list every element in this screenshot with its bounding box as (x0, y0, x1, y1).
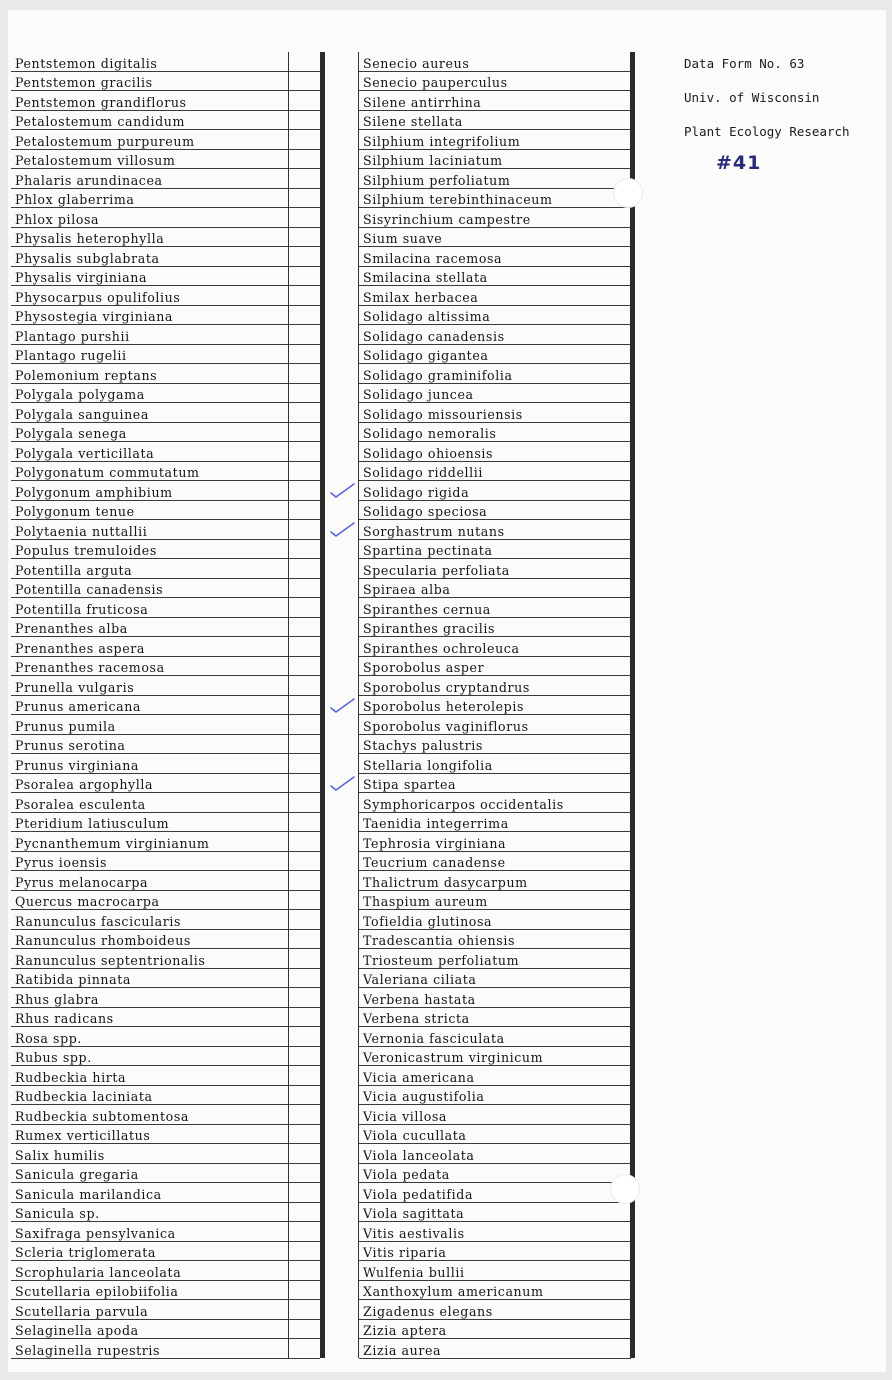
species-name: Prenanthes aspera (15, 640, 145, 656)
species-name: Prunus serotina (15, 738, 126, 753)
species-row (11, 676, 320, 696)
species-name: Sanicula sp. (15, 1206, 100, 1221)
species-row (359, 169, 631, 189)
species-row (11, 1086, 320, 1106)
species-row (359, 1027, 631, 1047)
species-row (11, 754, 320, 774)
species-row (359, 1183, 631, 1203)
species-row (359, 52, 631, 72)
department: Plant Ecology Research (684, 124, 850, 139)
species-name: Thalictrum dasycarpum (363, 874, 528, 890)
species-name: Viola pedata (363, 1167, 450, 1182)
species-name: Solidago graminifolia (363, 367, 513, 383)
species-row (359, 579, 631, 599)
species-name: Polemonium reptans (15, 367, 158, 383)
species-name: Silphium terebinthinaceum (363, 192, 553, 207)
species-name: Solidago nemoralis (363, 426, 497, 441)
species-name: Pteridium latiusculum (15, 816, 170, 831)
species-row (359, 306, 631, 326)
species-name: Smilacina stellata (363, 270, 488, 285)
species-row (11, 910, 320, 930)
species-row (359, 1105, 631, 1125)
species-row (359, 72, 631, 92)
species-row (359, 325, 631, 345)
species-row (11, 306, 320, 326)
species-row (11, 1281, 320, 1301)
species-row (11, 91, 320, 111)
species-name: Zizia aurea (363, 1342, 442, 1358)
species-row (359, 618, 631, 638)
species-row (359, 1281, 631, 1301)
species-row (11, 520, 320, 540)
species-row (11, 286, 320, 306)
species-name: Physalis heterophylla (15, 231, 165, 246)
species-name: Spiranthes gracilis (363, 621, 496, 636)
punch-hole-bottom (610, 1174, 640, 1204)
species-name: Silene stellata (363, 114, 463, 129)
species-name: Tradescantia ohiensis (363, 933, 516, 948)
species-name: Tofieldia glutinosa (363, 913, 493, 929)
species-row (11, 501, 320, 521)
species-row (11, 111, 320, 131)
species-row (359, 91, 631, 111)
check-mark-icon (327, 694, 357, 714)
species-row (11, 813, 320, 833)
species-name: Ratibida pinnata (15, 972, 132, 987)
species-row (11, 462, 320, 482)
species-name: Polygonatum commutatum (15, 465, 200, 480)
species-name: Rumex verticillatus (15, 1128, 151, 1143)
species-row (11, 267, 320, 287)
species-name: Salix humilis (15, 1147, 105, 1163)
species-name: Pyrus melanocarpa (15, 874, 149, 890)
species-name: Phlox pilosa (15, 211, 100, 227)
species-name: Quercus macrocarpa (15, 894, 160, 909)
species-name: Vicia villosa (363, 1108, 448, 1124)
species-row (11, 52, 320, 72)
species-name: Symphoricarpos occidentalis (363, 796, 564, 812)
species-row (11, 150, 320, 170)
species-row (11, 1164, 320, 1184)
species-row (11, 1144, 320, 1164)
species-name: Scutellaria epilobiifolia (15, 1284, 179, 1299)
species-row (359, 988, 631, 1008)
species-name: Polygala verticillata (15, 445, 155, 461)
species-name: Viola sagittata (363, 1206, 465, 1221)
species-row (11, 1203, 320, 1223)
species-row (359, 657, 631, 677)
species-name: Petalostemum purpureum (15, 133, 195, 149)
species-name: Xanthoxylum americanum (363, 1284, 544, 1299)
species-row (359, 852, 631, 872)
species-row (11, 130, 320, 150)
species-row (359, 228, 631, 248)
species-row (11, 871, 320, 891)
species-name: Prenanthes racemosa (15, 660, 165, 675)
species-row (359, 540, 631, 560)
species-row (359, 1261, 631, 1281)
species-row (359, 403, 631, 423)
species-row (359, 345, 631, 365)
species-row (11, 481, 320, 501)
species-row (359, 1144, 631, 1164)
species-name: Ranunculus rhomboideus (15, 933, 191, 948)
species-name: Rubus spp. (15, 1050, 92, 1065)
species-name: Sporobolus heterolepis (363, 699, 525, 714)
species-name: Pentstemon digitalis (15, 55, 158, 71)
species-name: Vicia americana (363, 1069, 475, 1085)
species-name: Physalis virginiana (15, 270, 148, 285)
species-name: Triosteum perfoliatum (363, 952, 520, 968)
species-row (359, 189, 631, 209)
species-name: Zizia aptera (363, 1323, 447, 1338)
species-name: Solidago altissima (363, 309, 491, 324)
species-row (359, 384, 631, 404)
species-name: Pycnanthemum virginianum (15, 835, 210, 851)
species-name: Valeriana ciliata (363, 972, 477, 987)
species-name: Rudbeckia subtomentosa (15, 1108, 189, 1124)
species-name: Selaginella rupestris (15, 1342, 161, 1358)
punch-hole-top (613, 178, 643, 208)
right-species-list (359, 52, 631, 1359)
species-row (359, 1222, 631, 1242)
species-row (359, 111, 631, 131)
species-row (359, 1164, 631, 1184)
species-name: Solidago rigida (363, 484, 470, 500)
left-column-divider (288, 52, 289, 1358)
species-name: Silphium integrifolium (363, 133, 521, 149)
species-row (11, 715, 320, 735)
species-name: Ranunculus septentrionalis (15, 952, 206, 968)
species-name: Viola cucullata (363, 1128, 467, 1143)
species-row (359, 910, 631, 930)
species-row (11, 228, 320, 248)
species-row (359, 676, 631, 696)
species-row (359, 481, 631, 501)
species-name: Sanicula marilandica (15, 1186, 162, 1202)
species-row (11, 559, 320, 579)
species-name: Viola pedatifida (363, 1186, 474, 1202)
species-row (11, 1261, 320, 1281)
species-name: Physocarpus opulifolius (15, 289, 181, 305)
species-name: Potentilla fruticosa (15, 601, 149, 617)
species-name: Populus tremuloides (15, 543, 157, 558)
species-row (359, 462, 631, 482)
species-name: Smilax herbacea (363, 289, 479, 305)
species-row (11, 1066, 320, 1086)
species-row (11, 891, 320, 911)
species-row (359, 871, 631, 891)
species-name: Prenanthes alba (15, 621, 128, 636)
species-name: Silene antirrhina (363, 94, 482, 110)
species-row (11, 618, 320, 638)
species-name: Smilacina racemosa (363, 250, 503, 266)
species-name: Scutellaria parvula (15, 1303, 149, 1319)
species-row (11, 1125, 320, 1145)
species-name: Petalostemum villosum (15, 153, 176, 168)
species-name: Zigadenus elegans (363, 1303, 493, 1319)
species-name: Potentilla canadensis (15, 582, 164, 597)
species-name: Senecio pauperculus (363, 75, 508, 90)
species-row (11, 247, 320, 267)
species-name: Plantago purshii (15, 328, 130, 344)
species-row (359, 891, 631, 911)
species-row (11, 1320, 320, 1340)
species-name: Tephrosia virginiana (363, 835, 507, 851)
species-name: Spiraea alba (363, 582, 451, 597)
species-name: Psoralea esculenta (15, 796, 146, 812)
species-row (11, 1183, 320, 1203)
handwritten-form-number: #41 (716, 152, 762, 174)
species-row (359, 696, 631, 716)
species-row (359, 501, 631, 521)
species-row (11, 169, 320, 189)
species-row (11, 969, 320, 989)
species-name: Rosa spp. (15, 1030, 83, 1046)
species-name: Solidago speciosa (363, 504, 488, 519)
species-name: Spiranthes cernua (363, 601, 491, 617)
species-name: Polygonum amphibium (15, 484, 173, 500)
species-name: Taenidia integerrima (363, 816, 509, 831)
species-name: Physostegia virginiana (15, 309, 174, 324)
species-row (359, 832, 631, 852)
species-row (11, 774, 320, 794)
species-name: Saxifraga pensylvanica (15, 1225, 176, 1241)
species-row (359, 598, 631, 618)
species-row (11, 1300, 320, 1320)
species-row (359, 423, 631, 443)
species-row (11, 1222, 320, 1242)
species-name: Phlox glaberrima (15, 192, 135, 207)
species-name: Rudbeckia hirta (15, 1069, 127, 1085)
center-thick-rule (320, 52, 325, 1358)
institution: Univ. of Wisconsin (684, 90, 820, 105)
species-row (359, 1008, 631, 1028)
species-row (359, 1203, 631, 1223)
species-row (11, 1027, 320, 1047)
species-name: Ranunculus fascicularis (15, 913, 182, 929)
species-name: Pentstemon grandiflorus (15, 94, 187, 110)
species-row (359, 754, 631, 774)
species-row (11, 423, 320, 443)
species-name: Scrophularia lanceolata (15, 1264, 182, 1280)
species-row (359, 267, 631, 287)
species-name: Solidago gigantea (363, 348, 489, 363)
species-row (11, 540, 320, 560)
species-row (359, 949, 631, 969)
species-row (11, 579, 320, 599)
species-row (359, 1339, 631, 1359)
species-name: Spartina pectinata (363, 543, 493, 558)
species-row (359, 150, 631, 170)
species-name: Solidago ohioensis (363, 445, 494, 461)
species-row (359, 774, 631, 794)
species-row (359, 247, 631, 267)
species-row (359, 364, 631, 384)
species-name: Sporobolus cryptandrus (363, 679, 530, 695)
species-name: Stachys palustris (363, 738, 483, 753)
species-name: Petalostemum candidum (15, 114, 185, 129)
form-number: Data Form No. 63 (684, 56, 805, 71)
species-row (359, 735, 631, 755)
species-row (359, 1066, 631, 1086)
species-name: Prunus americana (15, 699, 142, 714)
species-row (11, 930, 320, 950)
check-mark-icon (327, 479, 357, 499)
species-row (359, 286, 631, 306)
species-name: Vitis aestivalis (363, 1225, 465, 1241)
species-name: Veronicastrum virginicum (363, 1050, 544, 1065)
species-row (359, 130, 631, 150)
species-row (11, 345, 320, 365)
species-name: Sporobolus vaginiflorus (363, 718, 529, 734)
species-name: Thaspium aureum (363, 894, 488, 909)
species-row (359, 1242, 631, 1262)
species-row (11, 735, 320, 755)
species-row (11, 189, 320, 209)
species-name: Rhus glabra (15, 991, 99, 1007)
species-row (359, 1086, 631, 1106)
species-row (11, 325, 320, 345)
species-row (359, 1047, 631, 1067)
species-name: Verbena hastata (363, 991, 476, 1007)
species-row (359, 930, 631, 950)
species-row (11, 1105, 320, 1125)
species-row (11, 696, 320, 716)
species-name: Sisyrinchium campestre (363, 211, 531, 227)
species-name: Sorghastrum nutans (363, 523, 505, 539)
species-name: Vernonia fasciculata (363, 1030, 505, 1046)
species-name: Specularia perfoliata (363, 562, 510, 578)
species-name: Prunella vulgaris (15, 679, 135, 695)
species-name: Stipa spartea (363, 777, 457, 792)
species-name: Pyrus ioensis (15, 855, 108, 870)
species-name: Rudbeckia laciniata (15, 1089, 153, 1104)
species-row (359, 1320, 631, 1340)
species-name: Silphium perfoliatum (363, 172, 511, 188)
species-row (359, 1125, 631, 1145)
species-name: Spiranthes ochroleuca (363, 640, 520, 656)
species-name: Teucrium canadense (363, 855, 506, 870)
right-thick-rule (630, 52, 635, 1358)
species-name: Pentstemon gracilis (15, 75, 153, 90)
species-name: Polygala polygama (15, 387, 145, 402)
species-row (11, 832, 320, 852)
species-name: Stellaria longifolia (363, 757, 493, 773)
species-row (11, 1047, 320, 1067)
species-row (11, 1242, 320, 1262)
species-row (359, 559, 631, 579)
species-row (11, 637, 320, 657)
check-mark-icon (327, 772, 357, 792)
species-row (359, 1300, 631, 1320)
species-row (11, 403, 320, 423)
species-row (359, 520, 631, 540)
species-name: Scleria triglomerata (15, 1245, 156, 1260)
species-row (11, 1008, 320, 1028)
species-name: Rhus radicans (15, 1011, 114, 1026)
species-name: Phalaris arundinacea (15, 172, 163, 188)
species-name: Polygala sanguinea (15, 406, 149, 422)
species-row (359, 793, 631, 813)
check-mark-icon (327, 518, 357, 538)
species-name: Solidago juncea (363, 387, 474, 402)
species-row (359, 442, 631, 462)
species-name: Psoralea argophylla (15, 777, 154, 792)
species-name: Solidago riddellii (363, 465, 484, 480)
species-name: Wulfenia bullii (363, 1264, 465, 1280)
species-name: Solidago missouriensis (363, 406, 523, 422)
species-row (11, 208, 320, 228)
species-row (11, 1339, 320, 1359)
species-row (11, 988, 320, 1008)
species-name: Physalis subglabrata (15, 250, 160, 266)
right-column-divider (358, 52, 359, 1358)
species-name: Prunus virginiana (15, 757, 140, 773)
species-name: Polytaenia nuttallii (15, 523, 148, 539)
species-name: Senecio aureus (363, 55, 470, 71)
species-name: Sporobolus asper (363, 660, 485, 675)
species-name: Silphium laciniatum (363, 153, 503, 168)
species-name: Selaginella apoda (15, 1323, 139, 1338)
species-row (359, 715, 631, 735)
species-row (11, 793, 320, 813)
species-name: Vitis riparia (363, 1245, 447, 1260)
species-row (359, 813, 631, 833)
species-row (11, 657, 320, 677)
species-row (359, 208, 631, 228)
species-name: Potentilla arguta (15, 562, 133, 578)
species-name: Polygala senega (15, 426, 127, 441)
species-row (11, 598, 320, 618)
species-name: Viola lanceolata (363, 1147, 475, 1163)
species-name: Plantago rugelii (15, 348, 127, 363)
species-name: Sium suave (363, 231, 443, 246)
species-name: Solidago canadensis (363, 328, 505, 344)
left-species-list (11, 52, 320, 1359)
species-name: Verbena stricta (363, 1011, 470, 1026)
species-name: Prunus pumila (15, 718, 116, 734)
species-row (11, 384, 320, 404)
species-row (11, 852, 320, 872)
species-row (11, 364, 320, 384)
species-name: Polygonum tenue (15, 504, 135, 519)
species-name: Sanicula gregaria (15, 1167, 139, 1182)
species-row (11, 442, 320, 462)
species-name: Vicia augustifolia (363, 1089, 485, 1104)
species-row (11, 72, 320, 92)
species-row (359, 969, 631, 989)
species-row (11, 949, 320, 969)
species-row (359, 637, 631, 657)
